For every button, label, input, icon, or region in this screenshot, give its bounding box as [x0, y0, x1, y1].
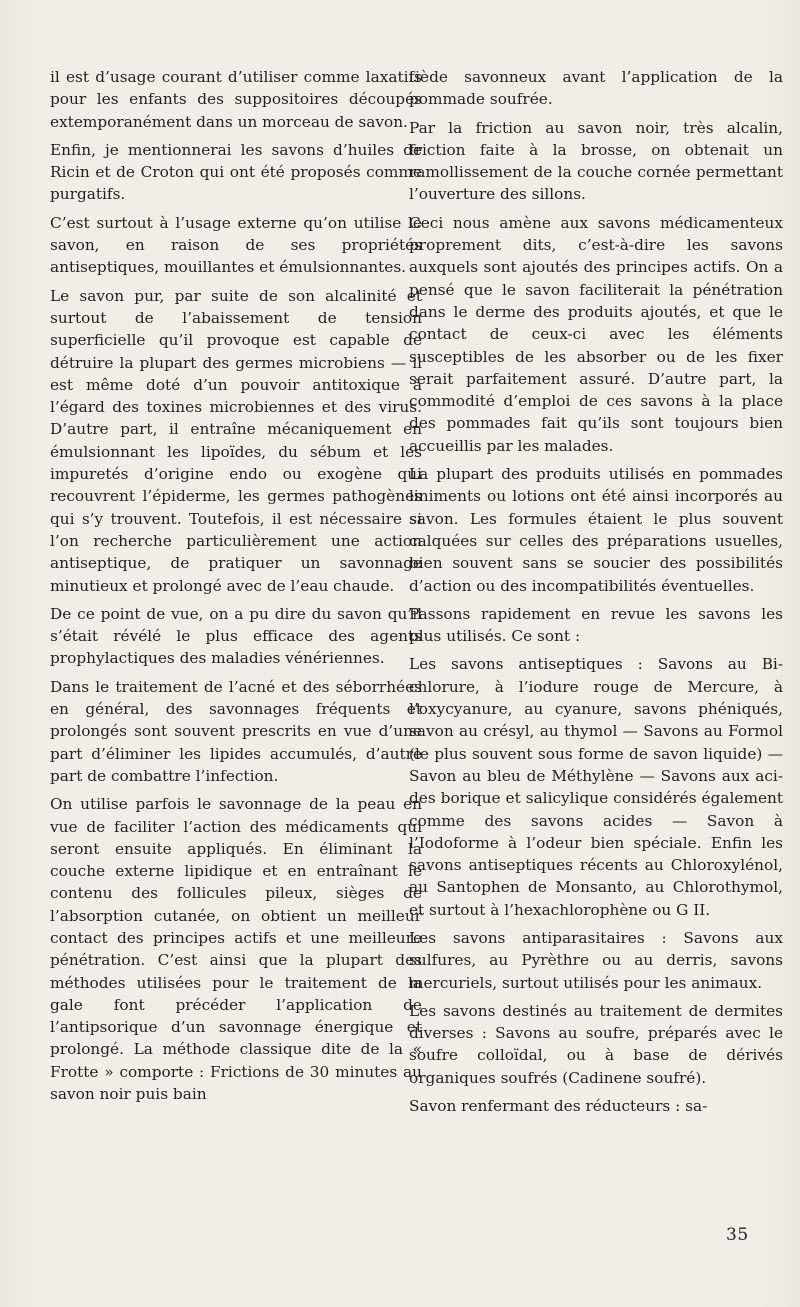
- paragraph: Le savon pur, par suite de son alcalinité et surtout de l’abaissement de tension superficielle qu’il provoque est capable de détruire la plupart des germes microbiens — il est même doté d’un pouvoir antitoxique à l’égard des toxines microbiennes et des virus. D’autre part, il entraîne mécaniquement en émulsionnant les lipoïdes, du sébum et les impuretés d’origine endo ou exogène qui recouvrent l’épiderme, les germes pathogènes qui s’y trouvent. Toutefois, il est nécessaire si l’on recherche particulièrement une action antiseptique, de pratiquer un savonnage minutieux et prolongé avec de l’eau chaude.: [50, 286, 422, 595]
- paragraph: Les savons destinés au traitement de dermites diverses : Savons au soufre, préparés avec le soufre colloïdal, ou à base de dérivés organiques soufrés (Cadinene soufré).: [409, 1001, 783, 1087]
- paragraph: On utilise parfois le savonnage de la peau en vue de faciliter l’action des médicaments qui seront ensuite appliqués. En éliminant la couche externe lipidique et en entraînant le contenu des follicules pileux, sièges de l’absorption cutanée, on obtient un meilleur contact des principes actifs et une meilleure pénétration. C’est ainsi que la plupart des méthodes utilisées pour le traitement de la gale font précéder l’application de l’antipsorique d’un savonnage énergique et prolongé. La méthode classique dite de la « Frotte » comporte : Frictions de 30 minutes au savon noir puis bain: [50, 795, 422, 1104]
- paragraph: Les savons antiseptiques : Savons au Bichlorure, à l’iodure rouge de Mercure, à l’oxycyanure, au cyanure, savons phéniqués, savon au crésyl, au thymol — Savons au Formol (le plus souvent sous forme de savon liquide) — Savon au bleu de Méthylène — Savons aux acides borique et salicylique considérés également comme des savons acides — Savon à l’Iodoforme à l’odeur bien spéciale. Enfin les savons antiseptiques récents au Chloroxylénol, au Santophen de Monsanto, au Chlorothymol, et surtout à l’hexachlorophène ou G II.: [409, 655, 783, 919]
- page-number: 35: [726, 1225, 749, 1245]
- paragraph: Les savons antiparasitaires : Savons aux sulfures, au Pyrèthre ou au derris, savons mercuriels, surtout utilisés pour les animaux.: [409, 928, 783, 992]
- left-text-column: [50, 66, 422, 1111]
- paragraph: La plupart des produits utilisés en pommades liniments ou lotions ont été ainsi incorporés au savon. Les formules étaient le plus souvent calquées sur celles des préparations usuelles, bien souvent sans se soucier des possibilités d’action ou des incompatibilités éventuelles.: [409, 465, 783, 595]
- paragraph: Savon renfermant des réducteurs : sa-: [409, 1097, 708, 1116]
- paragraph: Ceci nous amène aux savons médicamenteux proprement dits, c’est-à-dire les savons auxquels sont ajoutés des principes actifs. On a pensé que le savon faciliterait la pénétration dans le derme des produits ajoutés, et que le contact de ceux-ci avec les éléments susceptibles de les absorber ou de les fixer serait parfaitement assuré. D’autre part, la commodité d’emploi de ces savons à la place des pommades fait qu’ils sont toujours bien accueillis par les malades.: [409, 213, 783, 455]
- paragraph: tiède savonneux avant l’application de la pommade soufrée.: [409, 68, 783, 109]
- paragraph: Dans le traitement de l’acné et des séborrhées en général, des savonnages fréquents et prolongés sont souvent prescrits en vue d’une part d’éliminer les lipides accumulés, d’autre part de combattre l’infection.: [50, 677, 422, 785]
- right-text-column: [409, 66, 783, 1123]
- paragraph: De ce point de vue, on a pu dire du savon qu’il s’était révélé le plus efficace des agents prophylactiques des maladies vénériennes.: [50, 604, 422, 668]
- paragraph: il est d’usage courant d’utiliser comme laxatifs pour les enfants des suppositoires découpés extemporanément dans un morceau de savon.: [50, 68, 422, 131]
- paragraph: Enfin, je mentionnerai les savons d’huiles de Ricin et de Croton qui ont été proposés comme purgatifs.: [50, 140, 422, 204]
- paragraph: Par la friction au savon noir, très alcalin, friction faite à la brosse, on obtenait un ramollissement de la couche cornée permettant l’ouverture des sillons.: [409, 118, 783, 204]
- paragraph: Passons rapidement en revue les savons les plus utilisés. Ce sont :: [409, 604, 783, 646]
- paragraph: C’est surtout à l’usage externe qu’on utilise le savon, en raison de ses propriétés antiseptiques, mouillantes et émulsionnantes.: [50, 213, 422, 277]
